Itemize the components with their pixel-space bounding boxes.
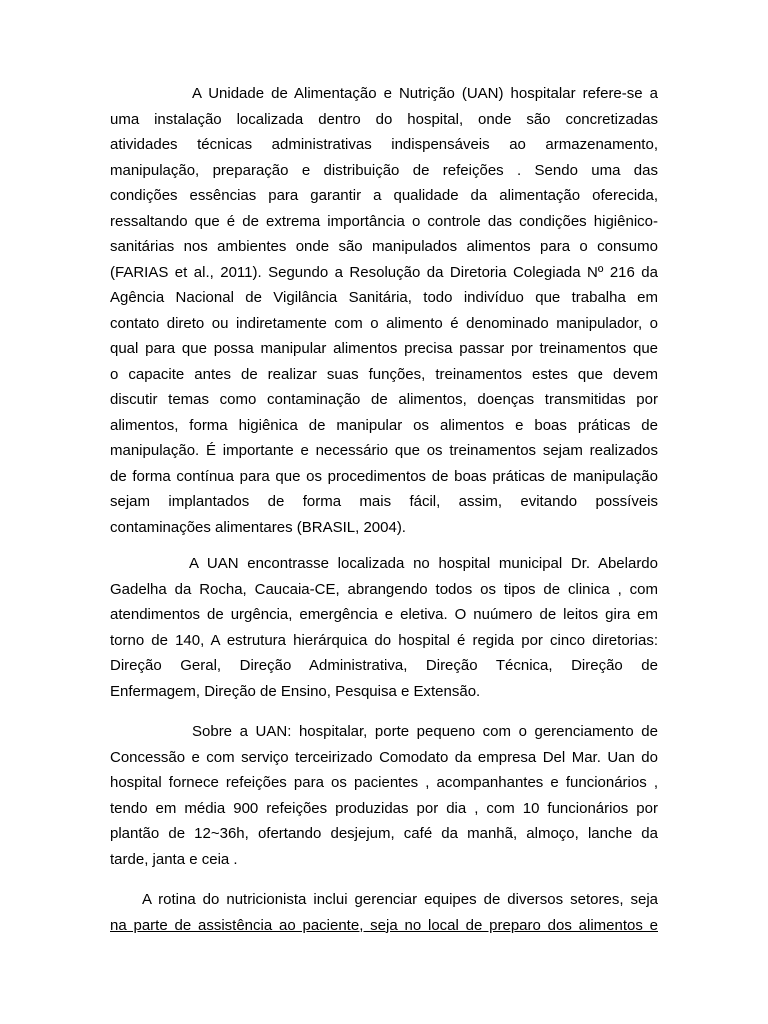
text-line: manipulação. É importante e necessário que os treinamentos sejam realizados	[110, 442, 658, 459]
text-line: atividades técnicas administrativas indispensáveis ao armazenamento,	[110, 136, 658, 153]
text-line: Direção Geral, Direção Administrativa, Direção Técnica, Direção de	[110, 657, 658, 674]
text-line: qual para que possa manipular alimentos precisa passar por treinamentos que	[110, 340, 658, 357]
paragraph-nutritionist-routine	[110, 887, 658, 938]
text-line: alimentos, forma higiênica de manipular os alimentos e boas práticas de	[110, 416, 658, 434]
text-line: condições essências para garantir a qualidade da alimentação oferecida,	[110, 187, 658, 204]
text-line: manipulação, preparação e distribuição de refeições . Sendo uma das	[110, 161, 658, 179]
paragraph-uan-about	[110, 719, 658, 872]
text-line: contaminações alimentares (BRASIL, 2004).	[110, 518, 406, 536]
text-line: plantão de 12~36h, ofertando desjejum, café da manhã, almoço, lanche da	[110, 825, 658, 842]
text-line: de forma contínua para que os procedimentos de boas práticas de manipulação	[110, 467, 658, 485]
text-line: sejam implantados de forma mais fácil, assim, evitando possíveis	[110, 493, 658, 510]
text-line: hospital fornece refeições para os pacientes , acompanhantes e funcionários ,	[110, 774, 658, 791]
text-line: torno de 140, A estrutura hierárquica do hospital é regida por cinco diretorias:	[110, 631, 658, 649]
paragraph-uan-definition	[110, 81, 658, 540]
text-line: A Unidade de Alimentação e Nutrição (UAN) hospitalar refere-se a	[192, 85, 658, 102]
text-line: Enfermagem, Direção de Ensino, Pesquisa e Extensão.	[110, 682, 481, 700]
text-line: sanitárias nos ambientes onde são manipulados alimentos para o consumo	[110, 238, 658, 255]
text-line: Sobre a UAN: hospitalar, porte pequeno com o gerenciamento de	[192, 723, 658, 740]
text-line: tarde, janta e ceia .	[110, 850, 238, 868]
text-line: A UAN encontrasse localizada no hospital municipal Dr. Abelardo	[189, 555, 658, 572]
paragraph-uan-location	[110, 551, 658, 704]
text-line: o capacite antes de realizar suas funções, treinamentos estes que devem	[110, 365, 658, 383]
text-line: na parte de assistência ao paciente, seja no local de preparo dos alimentos e	[110, 916, 658, 934]
text-line: (FARIAS et al., 2011). Segundo a Resolução da Diretoria Colegiada Nº 216 da	[110, 263, 658, 281]
text-line: Concessão e com serviço terceirizado Comodato da empresa Del Mar. Uan do	[110, 748, 658, 766]
text-line: tendo em média 900 refeições produzidas por dia , com 10 funcionários por	[110, 799, 658, 817]
text-line: ressaltando que é de extrema importância o controle das condições higiênico-	[110, 212, 658, 230]
text-line: uma instalação localizada dentro do hospital, onde são concretizadas	[110, 110, 658, 128]
text-line: Gadelha da Rocha, Caucaia-CE, abrangendo todos os tipos de clinica , com	[110, 580, 658, 598]
text-line: discutir temas como contaminação de alimentos, doenças transmitidas por	[110, 391, 658, 408]
text-line: Agência Nacional de Vigilância Sanitária, todo indivíduo que trabalha em	[110, 289, 658, 306]
text-line: A rotina do nutricionista inclui gerenciar equipes de diversos setores, seja	[142, 891, 658, 908]
text-line: atendimentos de urgência, emergência e eletiva. O nuúmero de leitos gira em	[110, 606, 658, 623]
text-line: contato direto ou indiretamente com o alimento é denominado manipulador, o	[110, 314, 658, 332]
